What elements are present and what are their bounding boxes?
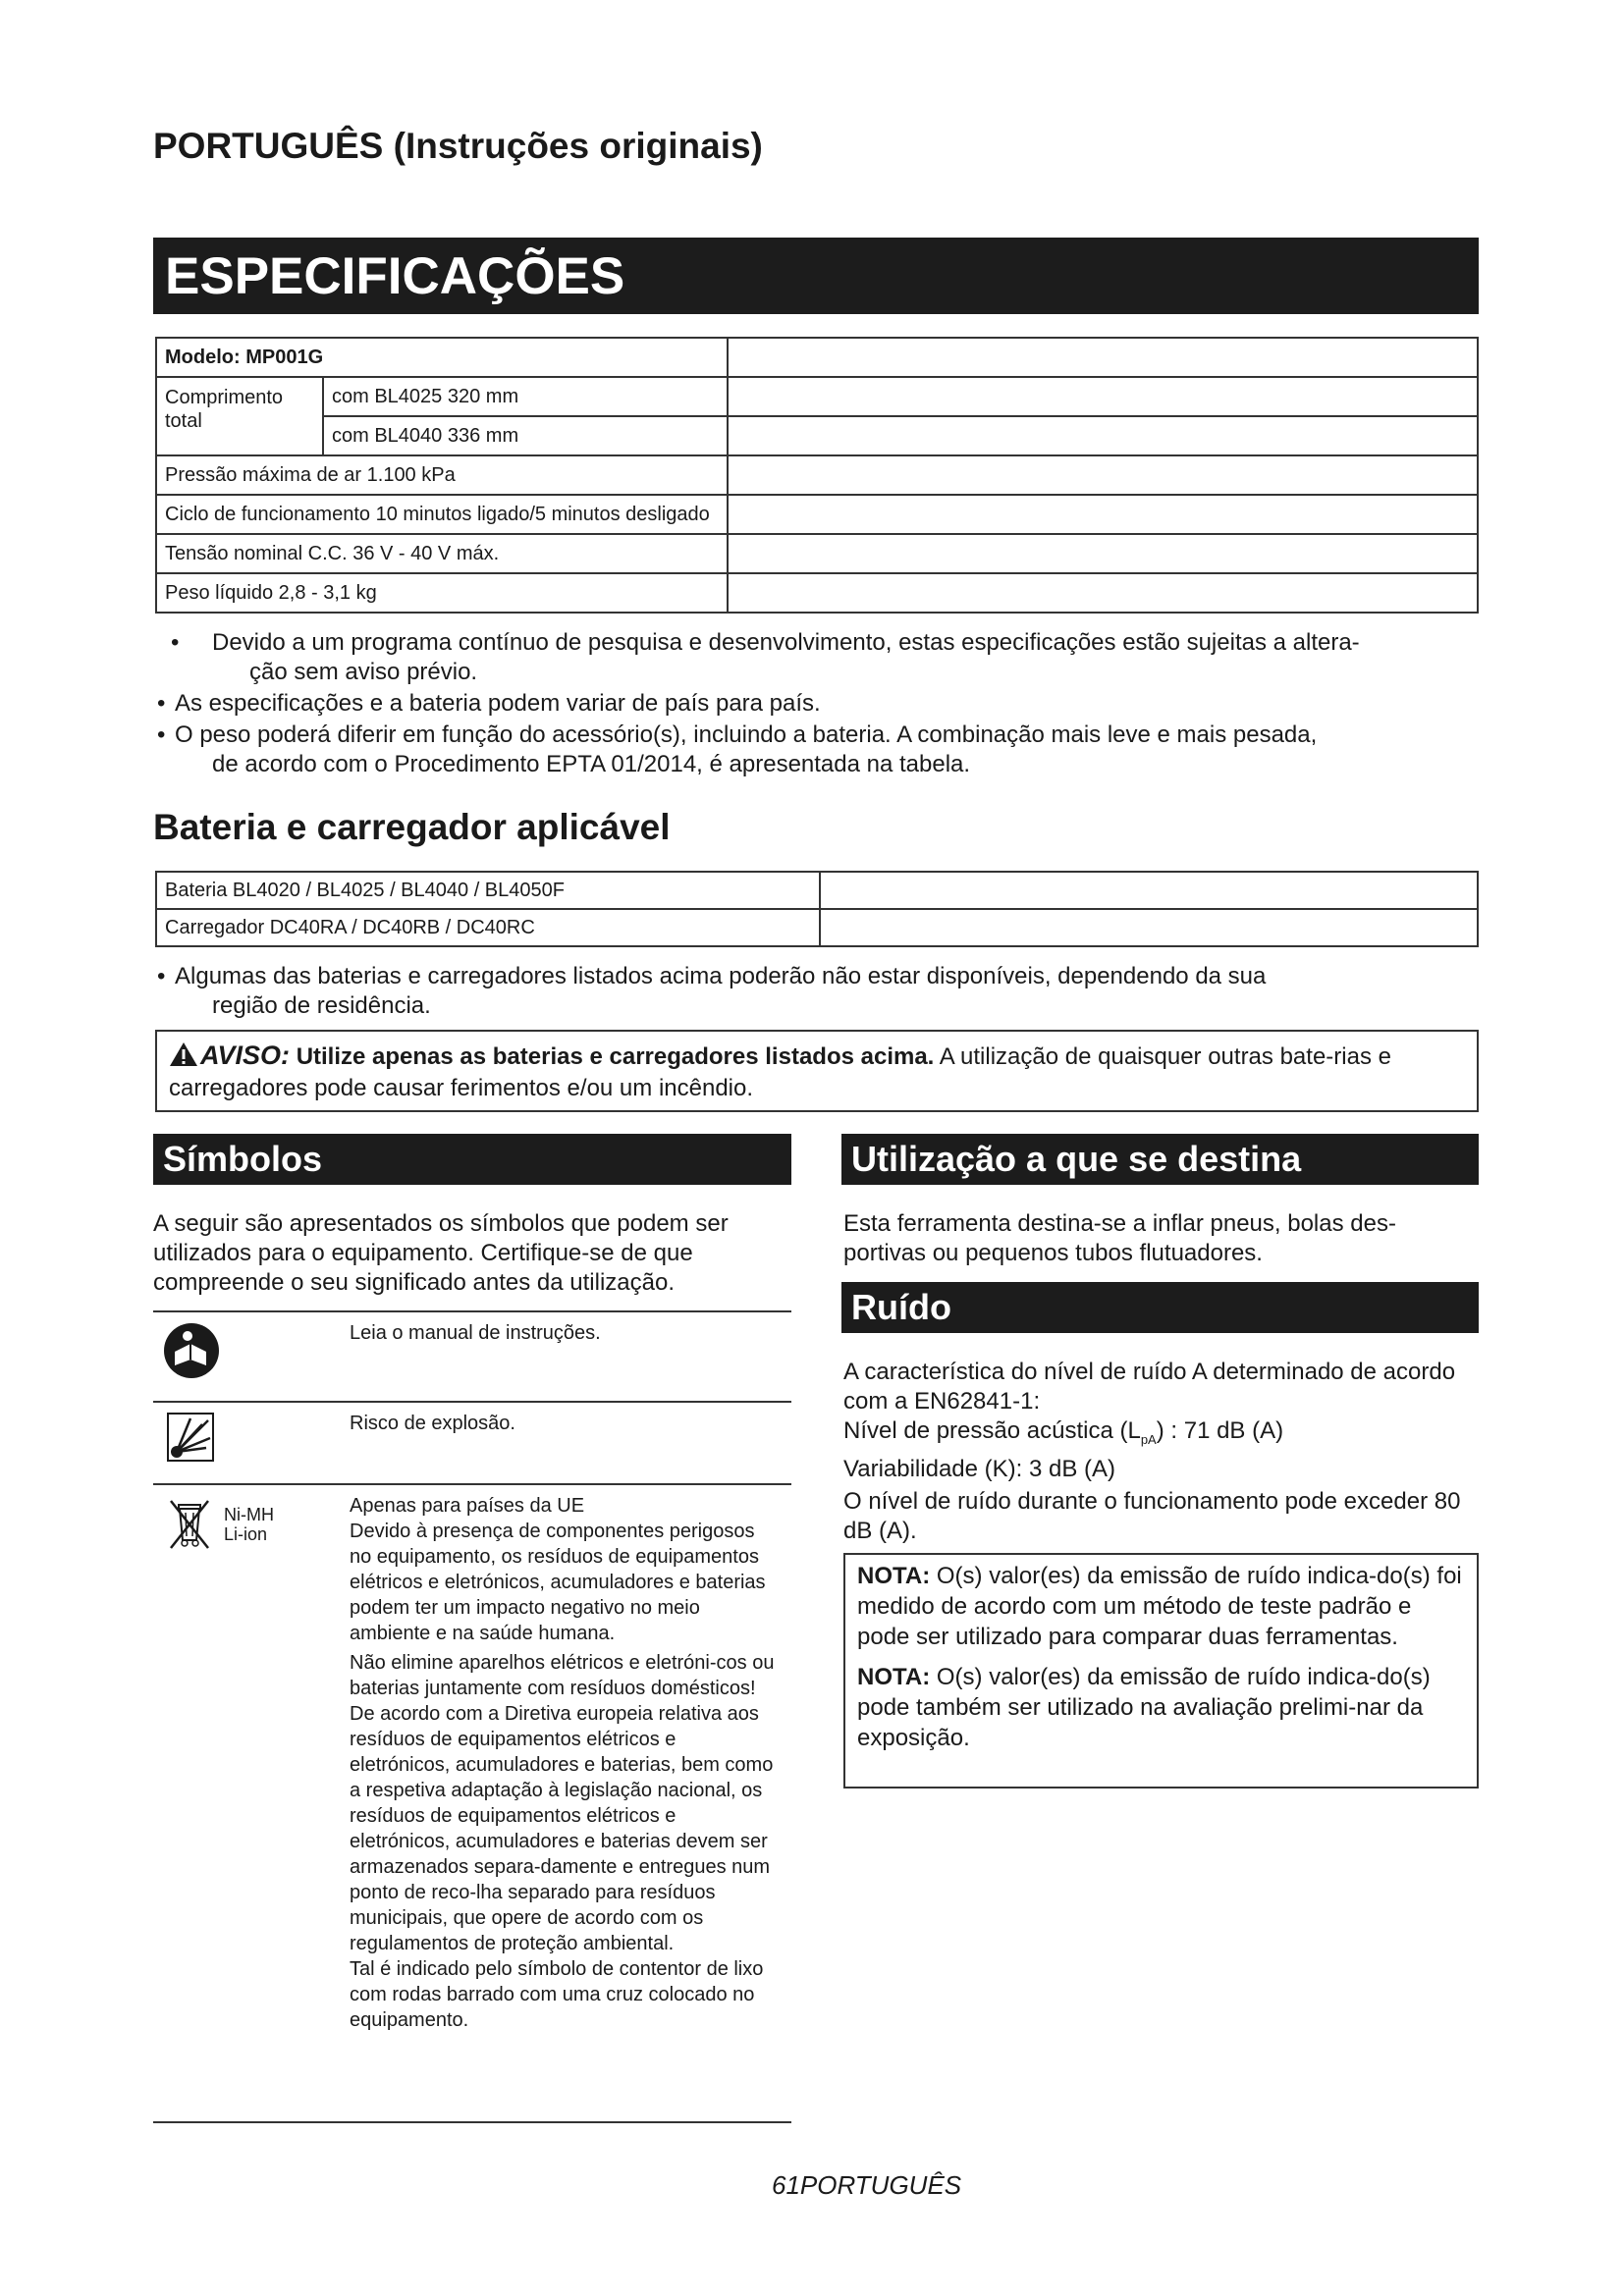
read-manual-icon: [163, 1322, 220, 1379]
battery-type-labels: Ni-MH Li-ion: [224, 1505, 274, 1544]
length-bl4040: com BL4040 336 mm: [323, 416, 728, 455]
spec-row-pressure: Pressão máxima de ar 1.100 kPa: [156, 455, 728, 495]
crossed-bin-icon: [167, 1495, 212, 1554]
warning-box: [155, 1030, 1479, 1112]
noise-warning-text: O nível de ruído durante o funcionamento pode exceder 80 dB (A).: [843, 1488, 1461, 1544]
symbols-intro: A seguir são apresentados os símbolos que podem ser utilizados para o equipamento. Certifique-se de que compreende o seu significado antes da utilização.: [153, 1210, 729, 1296]
battery-notes: [153, 962, 1479, 1023]
list-item: • Devido a um programa contínuo de pesquisa e desenvolvimento, estas especificações estão sujeitas a altera- ção sem aviso prévio.: [171, 629, 1360, 685]
specifications-heading: ESPECIFICAÇÕES: [153, 238, 1479, 314]
intended-use-text: Esta ferramenta destina-se a inflar pneus, bolas des-portivas ou pequenos tubos flutuadores.: [843, 1210, 1396, 1266]
symbol-row-manual: Leia o manual de instruções.: [153, 1312, 791, 1403]
noise-values: A característica do nível de ruído A determinado de acordo com a EN62841-1: Nível de pressão acústica $(L_{pA})$ : 71 dB (A) Variabilidade (K): 3 dB (A): [843, 1359, 1456, 1482]
warning-label: AVISO:: [200, 1041, 291, 1070]
note-2: NOTA: O(s) valor(es) da emissão de ruído indica-do(s) pode também ser utilizado na avaliação prelimi-nar da exposição.: [857, 1664, 1431, 1751]
battery-charger-heading: Bateria e carregador aplicável: [153, 807, 671, 847]
symbols-table: [153, 1310, 791, 2123]
list-item: • Algumas das baterias e carregadores listados acima poderão não estar disponíveis, dependendo da sua região de residência.: [157, 963, 1267, 1019]
spec-row-voltage: Tensão nominal C.C. 36 V - 40 V máx.: [156, 534, 728, 573]
noise-note-box: [843, 1553, 1479, 1789]
explosion-icon: [167, 1413, 214, 1462]
warning-triangle-icon: [169, 1041, 198, 1067]
page-number: 61PORTUGUÊS: [772, 2170, 962, 2200]
battery-table: [155, 871, 1479, 947]
length-bl4025: com BL4025 320 mm: [323, 377, 728, 416]
specifications-table: [155, 337, 1479, 614]
symbol-row-explosion: Risco de explosão.: [153, 1403, 791, 1485]
intended-use-heading: Utilização a que se destina: [841, 1134, 1479, 1185]
battery-row: Bateria BL4020 / BL4025 / BL4040 / BL4050F: [156, 872, 820, 909]
spec-row-weight: Peso líquido 2,8 - 3,1 kg: [156, 573, 728, 613]
noise-heading: Ruído: [841, 1282, 1479, 1333]
spec-notes: [153, 628, 1479, 781]
model-cell: Modelo: MP001G: [156, 338, 728, 377]
length-label: Comprimento total: [156, 377, 323, 455]
spec-row-duty-cycle: Ciclo de funcionamento 10 minutos ligado/5 minutos desligado: [156, 495, 728, 534]
warning-bold-text: Utilize apenas as baterias e carregadores listados acima.: [296, 1043, 935, 1070]
note-1: NOTA: O(s) valor(es) da emissão de ruído indica-do(s) foi medido de acordo com um método de teste padrão e pode ser utilizado para comparar duas ferramentas.: [857, 1563, 1462, 1650]
list-item: • O peso poderá diferir em função do acessório(s), incluindo a bateria. A combinação mais leve e mais pesada, de acordo com o Procedimento EPTA 01/2014, é apresentada na tabela.: [157, 721, 1318, 777]
symbol-row-weee: Ni-MH Li-ion Apenas para países da UE Devido à presença de componentes perigosos no equipamento, os resíduos de equipamentos elétricos e eletrónicos, acumuladores e baterias podem ter um impacto negativo no meio ambiente e na saúde humana. Não elimine aparelhos elétricos e eletróni-cos ou baterias juntamente com resíduos domésticos! De acordo com a Diretiva europeia relativa aos resíduos de equipamentos elétricos e eletrónicos, acumuladores e baterias, bem como a respetiva adaptação à legislação nacional, os resíduos de equipamentos elétricos e eletrónicos, acumuladores e baterias devem ser armazenados separa-damente e entregues num ponto de reco-lha separado para resíduos municipais, que opere de acordo com os regulamentos de proteção ambiental. Tal é indicado pelo símbolo de contentor de lixo com rodas barrado com uma cruz colocado no equipamento.: [153, 1485, 791, 2121]
list-item: • As especificações e a bateria podem variar de país para país.: [157, 690, 821, 717]
page-title: PORTUGUÊS (Instruções originais): [153, 126, 763, 166]
warning-text: A utilização de quaisquer outras bate-rias e carregadores pode causar ferimentos e/ou um incêndio.: [169, 1043, 1391, 1101]
charger-row: Carregador DC40RA / DC40RB / DC40RC: [156, 909, 820, 946]
symbols-heading: Símbolos: [153, 1134, 791, 1185]
